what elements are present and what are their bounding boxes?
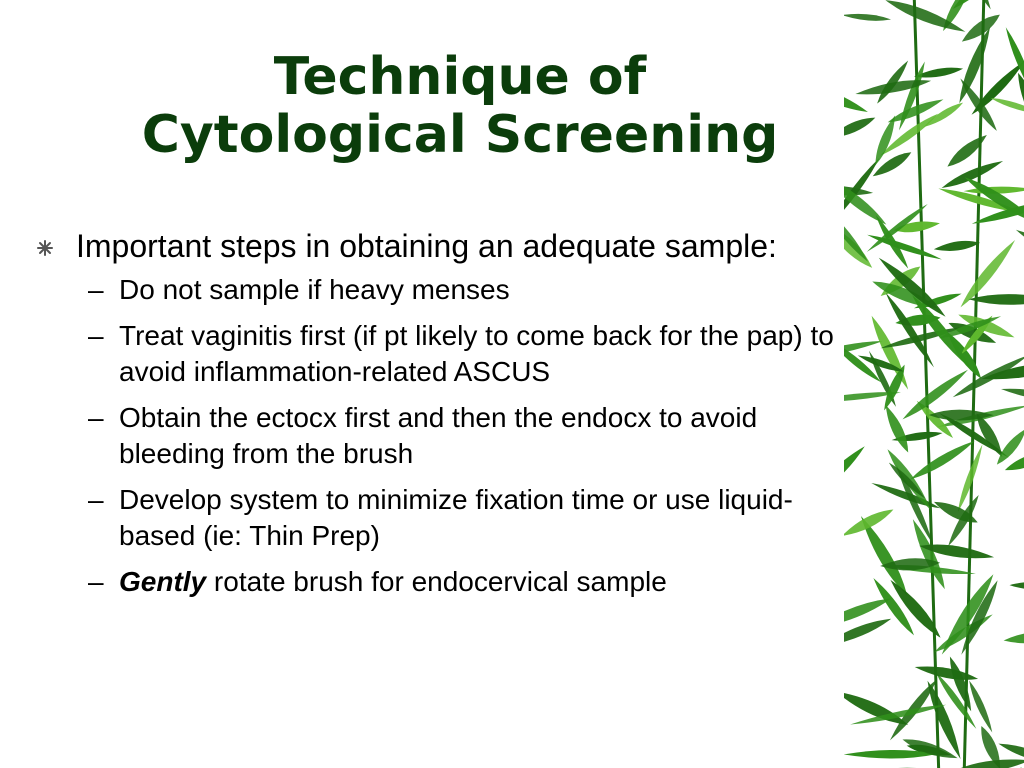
bamboo-leaf — [866, 232, 943, 263]
dash-bullet: – — [88, 274, 104, 305]
title-line-2: Cytological Screening — [141, 105, 779, 165]
bamboo-leaf — [844, 219, 876, 272]
bamboo-leaf — [944, 131, 990, 171]
sub-bullet — [88, 564, 856, 600]
bamboo-leaf — [990, 95, 1024, 117]
sub-bullet-text: rotate brush for endocervical sample — [206, 566, 667, 597]
sub-bullet — [88, 272, 856, 308]
bamboo-leaf — [958, 10, 1003, 47]
bamboo-leaf — [950, 755, 1024, 768]
bamboo-leaf — [1002, 26, 1024, 104]
asterisk-bullet-icon — [36, 239, 54, 257]
main-bullet-text: Important steps in obtaining an adequate sample: — [76, 228, 777, 264]
bamboo-leaf — [908, 437, 977, 483]
main-bullet — [36, 226, 856, 266]
title-line-1: Technique of — [273, 47, 647, 107]
bamboo-leaf — [1009, 581, 1024, 590]
slide-title — [30, 48, 890, 164]
bamboo-leaf — [1014, 225, 1024, 279]
bamboo-leaf — [881, 403, 913, 455]
bamboo-leaf — [844, 113, 877, 142]
bamboo-leaves-border — [844, 0, 1024, 768]
emphasis-text: Gently — [119, 566, 207, 597]
dash-bullet: – — [88, 320, 104, 351]
bamboo-leaf — [870, 148, 914, 180]
sub-bullet-text: Treat vaginitis first (if pt likely to come back for the pap) to avoid inflammation-related ASCUS — [119, 320, 834, 387]
sub-bullet-list — [36, 272, 856, 600]
sub-bullet-text: Obtain the ectocx first and then the endocx to avoid bleeding from the brush — [119, 402, 758, 469]
bamboo-leaf — [1003, 629, 1024, 646]
sub-bullet-text: Do not sample if heavy menses — [119, 274, 510, 305]
bamboo-leaf — [933, 238, 980, 253]
bamboo-leaf — [1000, 385, 1024, 408]
bamboo-leaf — [844, 614, 893, 651]
dash-bullet: – — [88, 484, 104, 515]
bamboo-leaf — [844, 171, 890, 229]
bamboo-leaf — [844, 75, 870, 116]
bamboo-leaf — [844, 443, 868, 510]
sub-bullet-text: Develop system to minimize fixation time or use liquid-based (ie: Thin Prep) — [119, 484, 793, 551]
sub-bullet — [88, 318, 856, 390]
dash-bullet: – — [88, 402, 104, 433]
bamboo-leaf — [844, 12, 891, 23]
sub-bullet — [88, 400, 856, 472]
slide-body — [36, 226, 856, 610]
sub-bullet — [88, 482, 856, 554]
dash-bullet: – — [88, 566, 104, 597]
